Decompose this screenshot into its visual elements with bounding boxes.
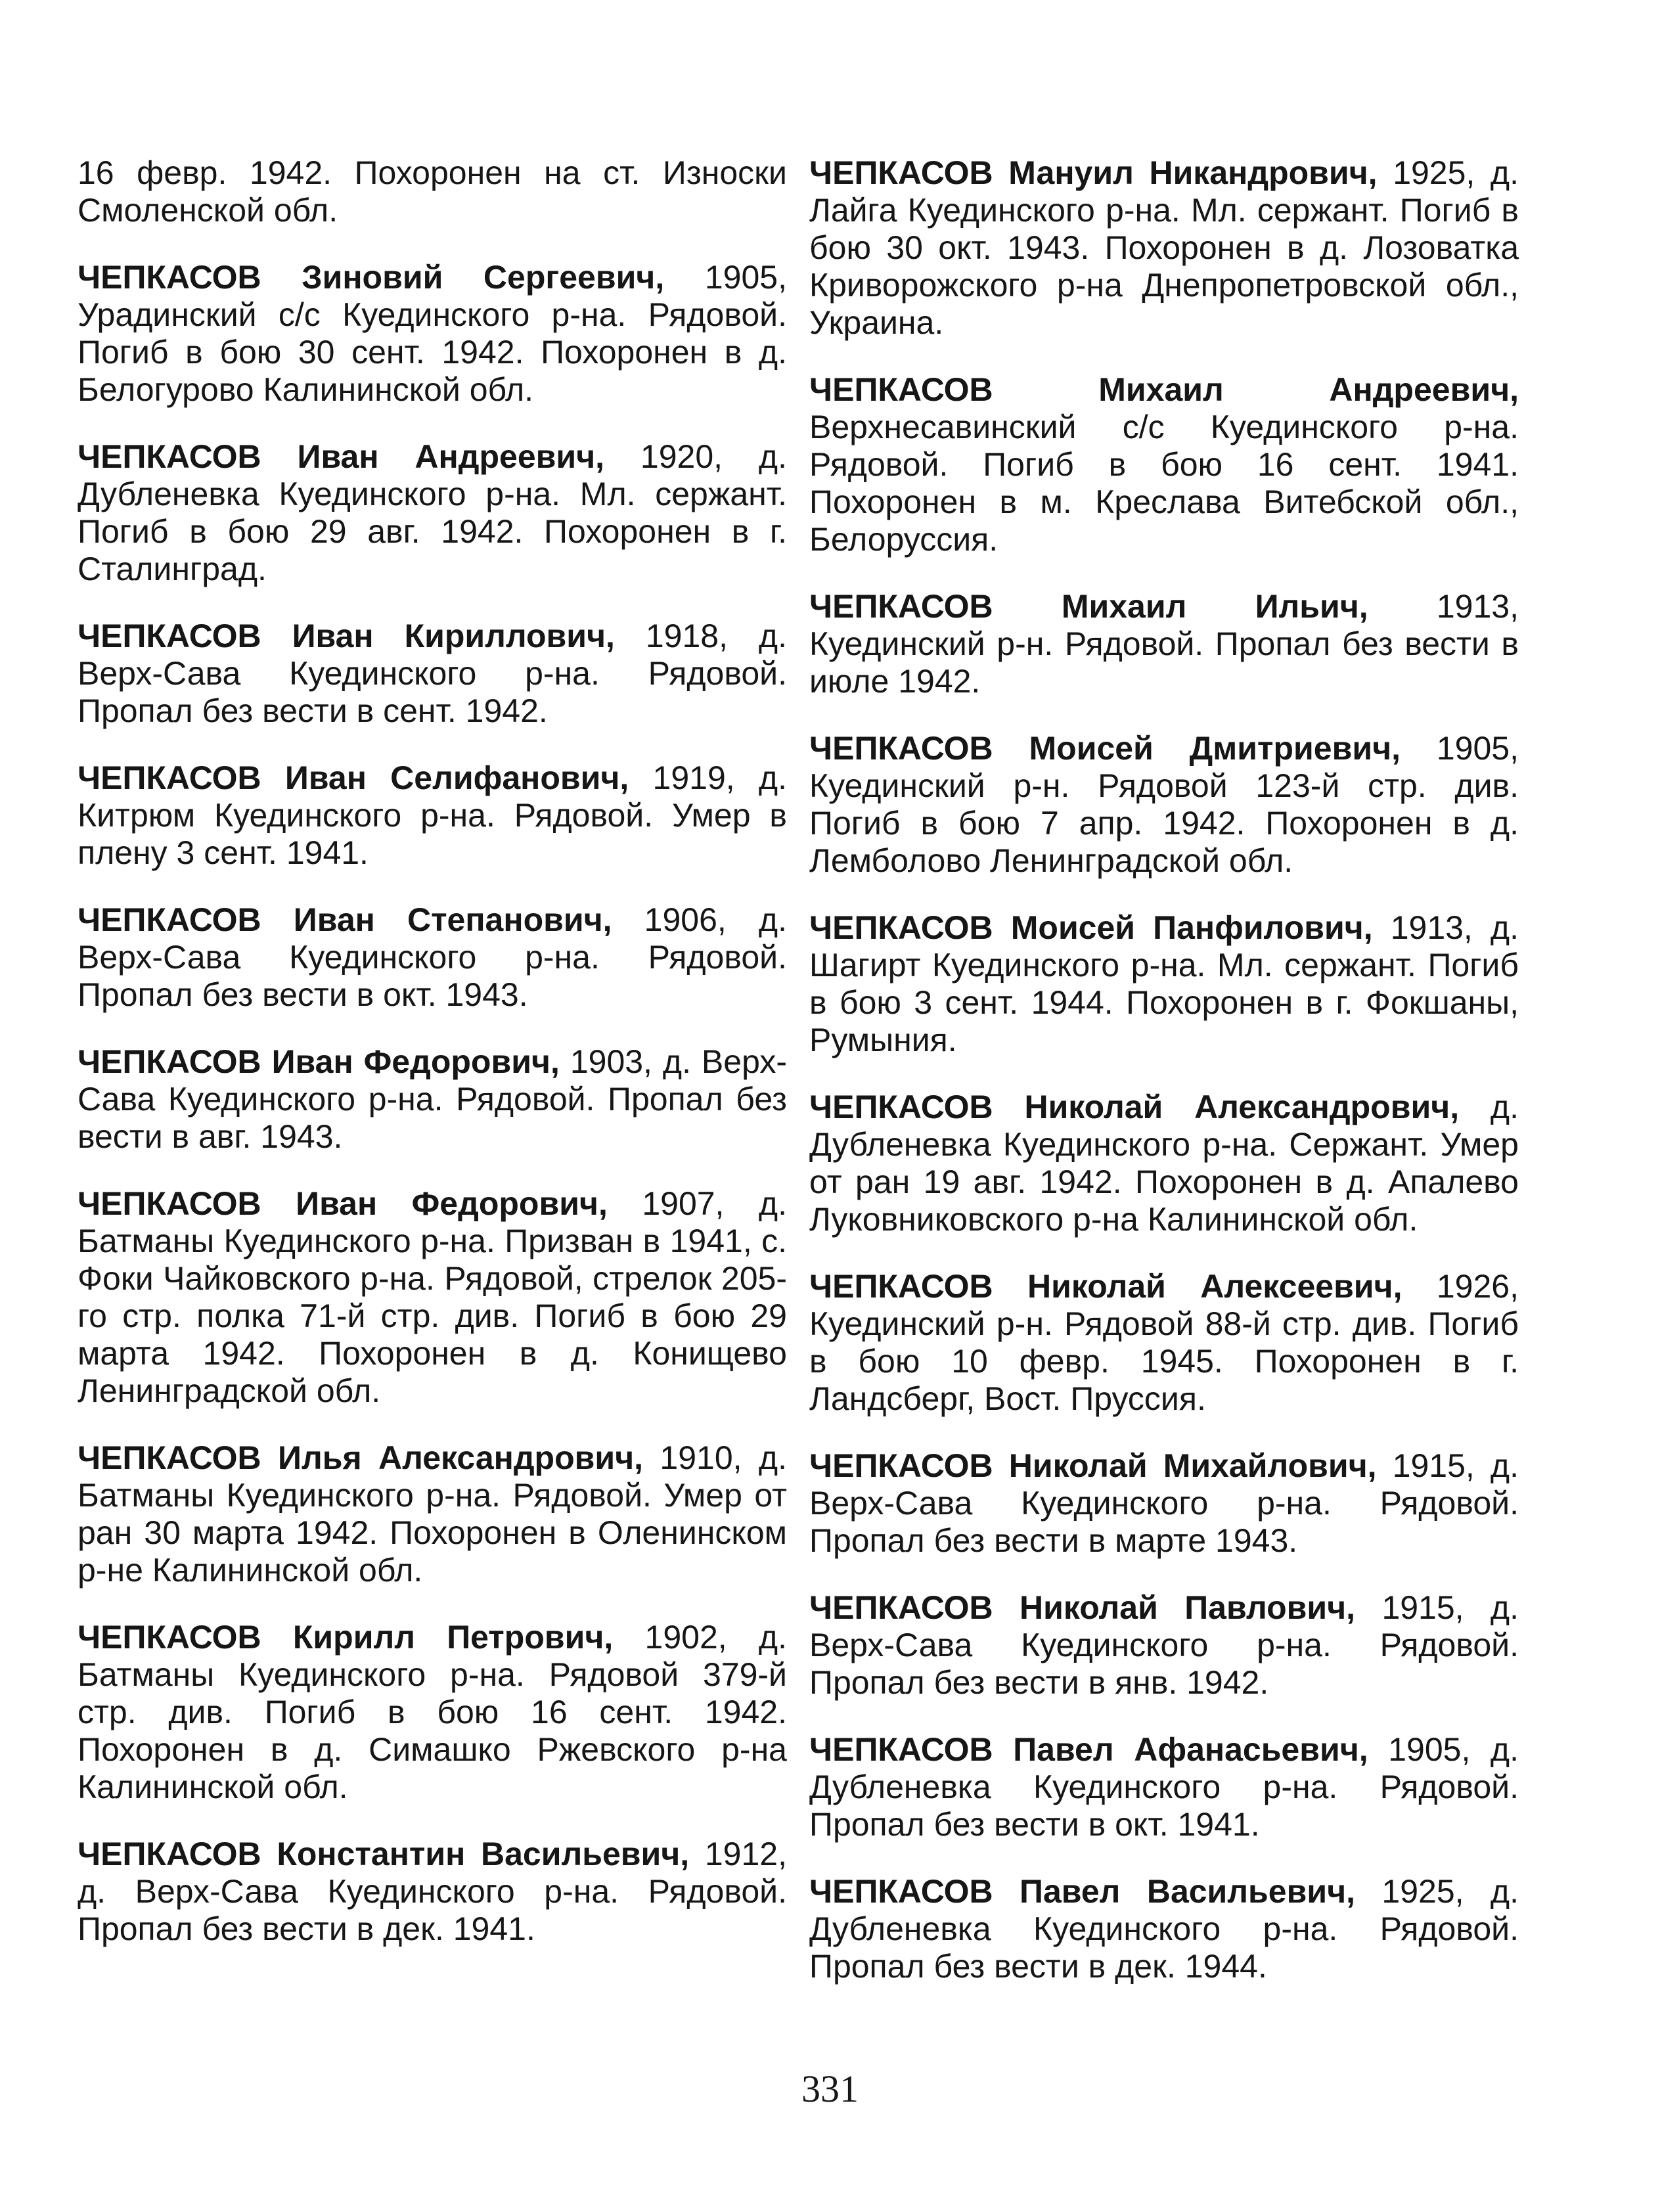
entry	[78, 1619, 787, 1806]
entry	[78, 759, 787, 872]
entry-name: ЧЕПКАСОВ Моисей Дмитриевич,	[809, 730, 1401, 767]
entry-text: д. Дубленевка Куединского р-на. Сержант. Умер от ран 19 авг. 1942. Похоронен в д. Апалево Луковниковского р-на Калининской обл.	[809, 1089, 1519, 1238]
entry	[78, 259, 787, 409]
entry-text: 1925, д. Дубленевка Куединского р-на. Рядовой. Пропал без вести в дек. 1944.	[809, 1873, 1519, 1985]
entry	[809, 588, 1519, 700]
entry	[78, 1185, 787, 1410]
entry	[809, 154, 1519, 342]
left-column	[78, 154, 787, 1977]
entry	[809, 1589, 1519, 1702]
entry-text: 1905, д. Дубленевка Куединского р-на. Рядовой. Пропал без вести в окт. 1941.	[809, 1731, 1519, 1843]
entry	[809, 1089, 1519, 1238]
entry-text: 1906, д. Верх-Сава Куединского р-на. Рядовой. Пропал без вести в окт. 1943.	[78, 901, 787, 1013]
entry-text: 1913, д. Шагирт Куединского р-на. Мл. сержант. Погиб в бою 3 сент. 1944. Похоронен в г. Фокшаны, Румыния.	[809, 909, 1519, 1058]
entry	[809, 1447, 1519, 1560]
entry	[78, 438, 787, 588]
entry-name: ЧЕПКАСОВ Павел Васильевич,	[809, 1873, 1355, 1910]
entry-name: ЧЕПКАСОВ Иван Андреевич,	[78, 438, 605, 475]
entry-name: ЧЕПКАСОВ Николай Александрович,	[809, 1089, 1460, 1125]
entry-name: ЧЕПКАСОВ Кирилл Петрович,	[78, 1619, 614, 1656]
entry-text: 1912, д. Верх-Сава Куединского р-на. Рядовой. Пропал без вести в дек. 1941.	[78, 1836, 787, 1947]
right-column	[809, 154, 1519, 2015]
entry-name: ЧЕПКАСОВ Иван Кириллович,	[78, 618, 615, 654]
entry-text: 1903, д. Верх-Сава Куединского р-на. Рядовой. Пропал без вести в авг. 1943.	[78, 1043, 787, 1155]
entry-text: 1902, д. Батманы Куединского р-на. Рядовой 379-й стр. див. Погиб в бою 16 сент. 1942. Похоронен в д. Симашко Ржевского р-на Калининской обл.	[78, 1619, 787, 1805]
entry	[78, 1043, 787, 1156]
entry-text: Верхнесавинский с/с Куединского р-на. Рядовой. Погиб в бою 16 сент. 1941. Похоронен в м. Креслава Витебской обл., Белоруссия.	[809, 409, 1519, 558]
entry-name: ЧЕПКАСОВ Михаил Андреевич,	[809, 371, 1519, 408]
entry-name: ЧЕПКАСОВ Павел Афанасьевич,	[809, 1731, 1368, 1768]
entry-text: 1915, д. Верх-Сава Куединского р-на. Рядовой. Пропал без вести в янв. 1942.	[809, 1589, 1519, 1701]
entry-name: ЧЕПКАСОВ Зиновий Сергеевич,	[78, 259, 665, 296]
entry	[78, 1836, 787, 1948]
entry-name: ЧЕПКАСОВ Иван Федорович,	[78, 1185, 608, 1222]
entry	[809, 1731, 1519, 1843]
entry-name: ЧЕПКАСОВ Михаил Ильич,	[809, 588, 1368, 625]
entry-name: ЧЕПКАСОВ Николай Павлович,	[809, 1589, 1356, 1626]
entry-text: 1913, Куединский р-н. Рядовой. Пропал без вести в июле 1942.	[809, 588, 1519, 700]
page-number: 331	[801, 2067, 859, 2110]
entry-text: 1915, д. Верх-Сава Куединского р-на. Рядовой. Пропал без вести в марте 1943.	[809, 1447, 1519, 1559]
entry-text: 1925, д. Лайга Куединского р-на. Мл. сержант. Погиб в бою 30 окт. 1943. Похоронен в д. Лозоватка Криворожского р-на Днепропетровской обл., Украина.	[809, 154, 1519, 341]
entry	[809, 371, 1519, 558]
entry-name: ЧЕПКАСОВ Николай Алексеевич,	[809, 1268, 1402, 1305]
entry-text: 1907, д. Батманы Куединского р-на. Призван в 1941, с. Фоки Чайковского р-на. Рядовой, стрелок 205-го стр. полка 71-й стр. див. Погиб в бою 29 марта 1942. Похоронен в д. Конищево Ленинградской обл.	[78, 1185, 787, 1409]
entry-name: ЧЕПКАСОВ Константин Васильевич,	[78, 1836, 690, 1872]
entry-text: 1905, Куединский р-н. Рядовой 123-й стр. див. Погиб в бою 7 апр. 1942. Похоронен в д. Лемболово Ленинградской обл.	[809, 730, 1519, 879]
entry-name: ЧЕПКАСОВ Иван Селифанович,	[78, 759, 629, 796]
entry-name: ЧЕПКАСОВ Николай Михайлович,	[809, 1447, 1377, 1484]
entry-text: 16 февр. 1942. Похоронен на ст. Износки Смоленской обл.	[78, 154, 787, 229]
entry-text: 1919, д. Китрюм Куединского р-на. Рядовой. Умер в плену 3 сент. 1941.	[78, 759, 787, 871]
entry-text: 1926, Куединский р-н. Рядовой 88-й стр. див. Погиб в бою 10 февр. 1945. Похоронен в г. Ландсберг, Вост. Пруссия.	[809, 1268, 1519, 1417]
entry-name: ЧЕПКАСОВ Моисей Панфилович,	[809, 909, 1373, 946]
entry-continuation	[78, 154, 787, 229]
entry	[809, 1873, 1519, 1985]
entry-text: 1905, Урадинский с/с Куединского р-на. Рядовой. Погиб в бою 30 сент. 1942. Похоронен в д. Белогурово Калининской обл.	[78, 259, 787, 408]
entry	[78, 901, 787, 1014]
entry-name: ЧЕПКАСОВ Илья Александрович,	[78, 1439, 644, 1476]
entry-text: 1920, д. Дубленевка Куединского р-на. Мл. сержант. Погиб в бою 29 авг. 1942. Похоронен в г. Сталинград.	[78, 438, 787, 587]
entry	[809, 909, 1519, 1059]
entry-name: ЧЕПКАСОВ Мануил Никандрович,	[809, 154, 1378, 191]
entry	[809, 1268, 1519, 1418]
entry	[78, 1439, 787, 1589]
entry-text: 1918, д. Верх-Сава Куединского р-на. Рядовой. Пропал без вести в сент. 1942.	[78, 618, 787, 729]
entry	[78, 618, 787, 730]
entry-name: ЧЕПКАСОВ Иван Степанович,	[78, 901, 612, 938]
entry-text: 1910, д. Батманы Куединского р-на. Рядовой. Умер от ран 30 марта 1942. Похоронен в Оленинском р-не Калининской обл.	[78, 1439, 787, 1589]
entry-name: ЧЕПКАСОВ Иван Федорович,	[78, 1043, 560, 1080]
entry	[809, 730, 1519, 880]
